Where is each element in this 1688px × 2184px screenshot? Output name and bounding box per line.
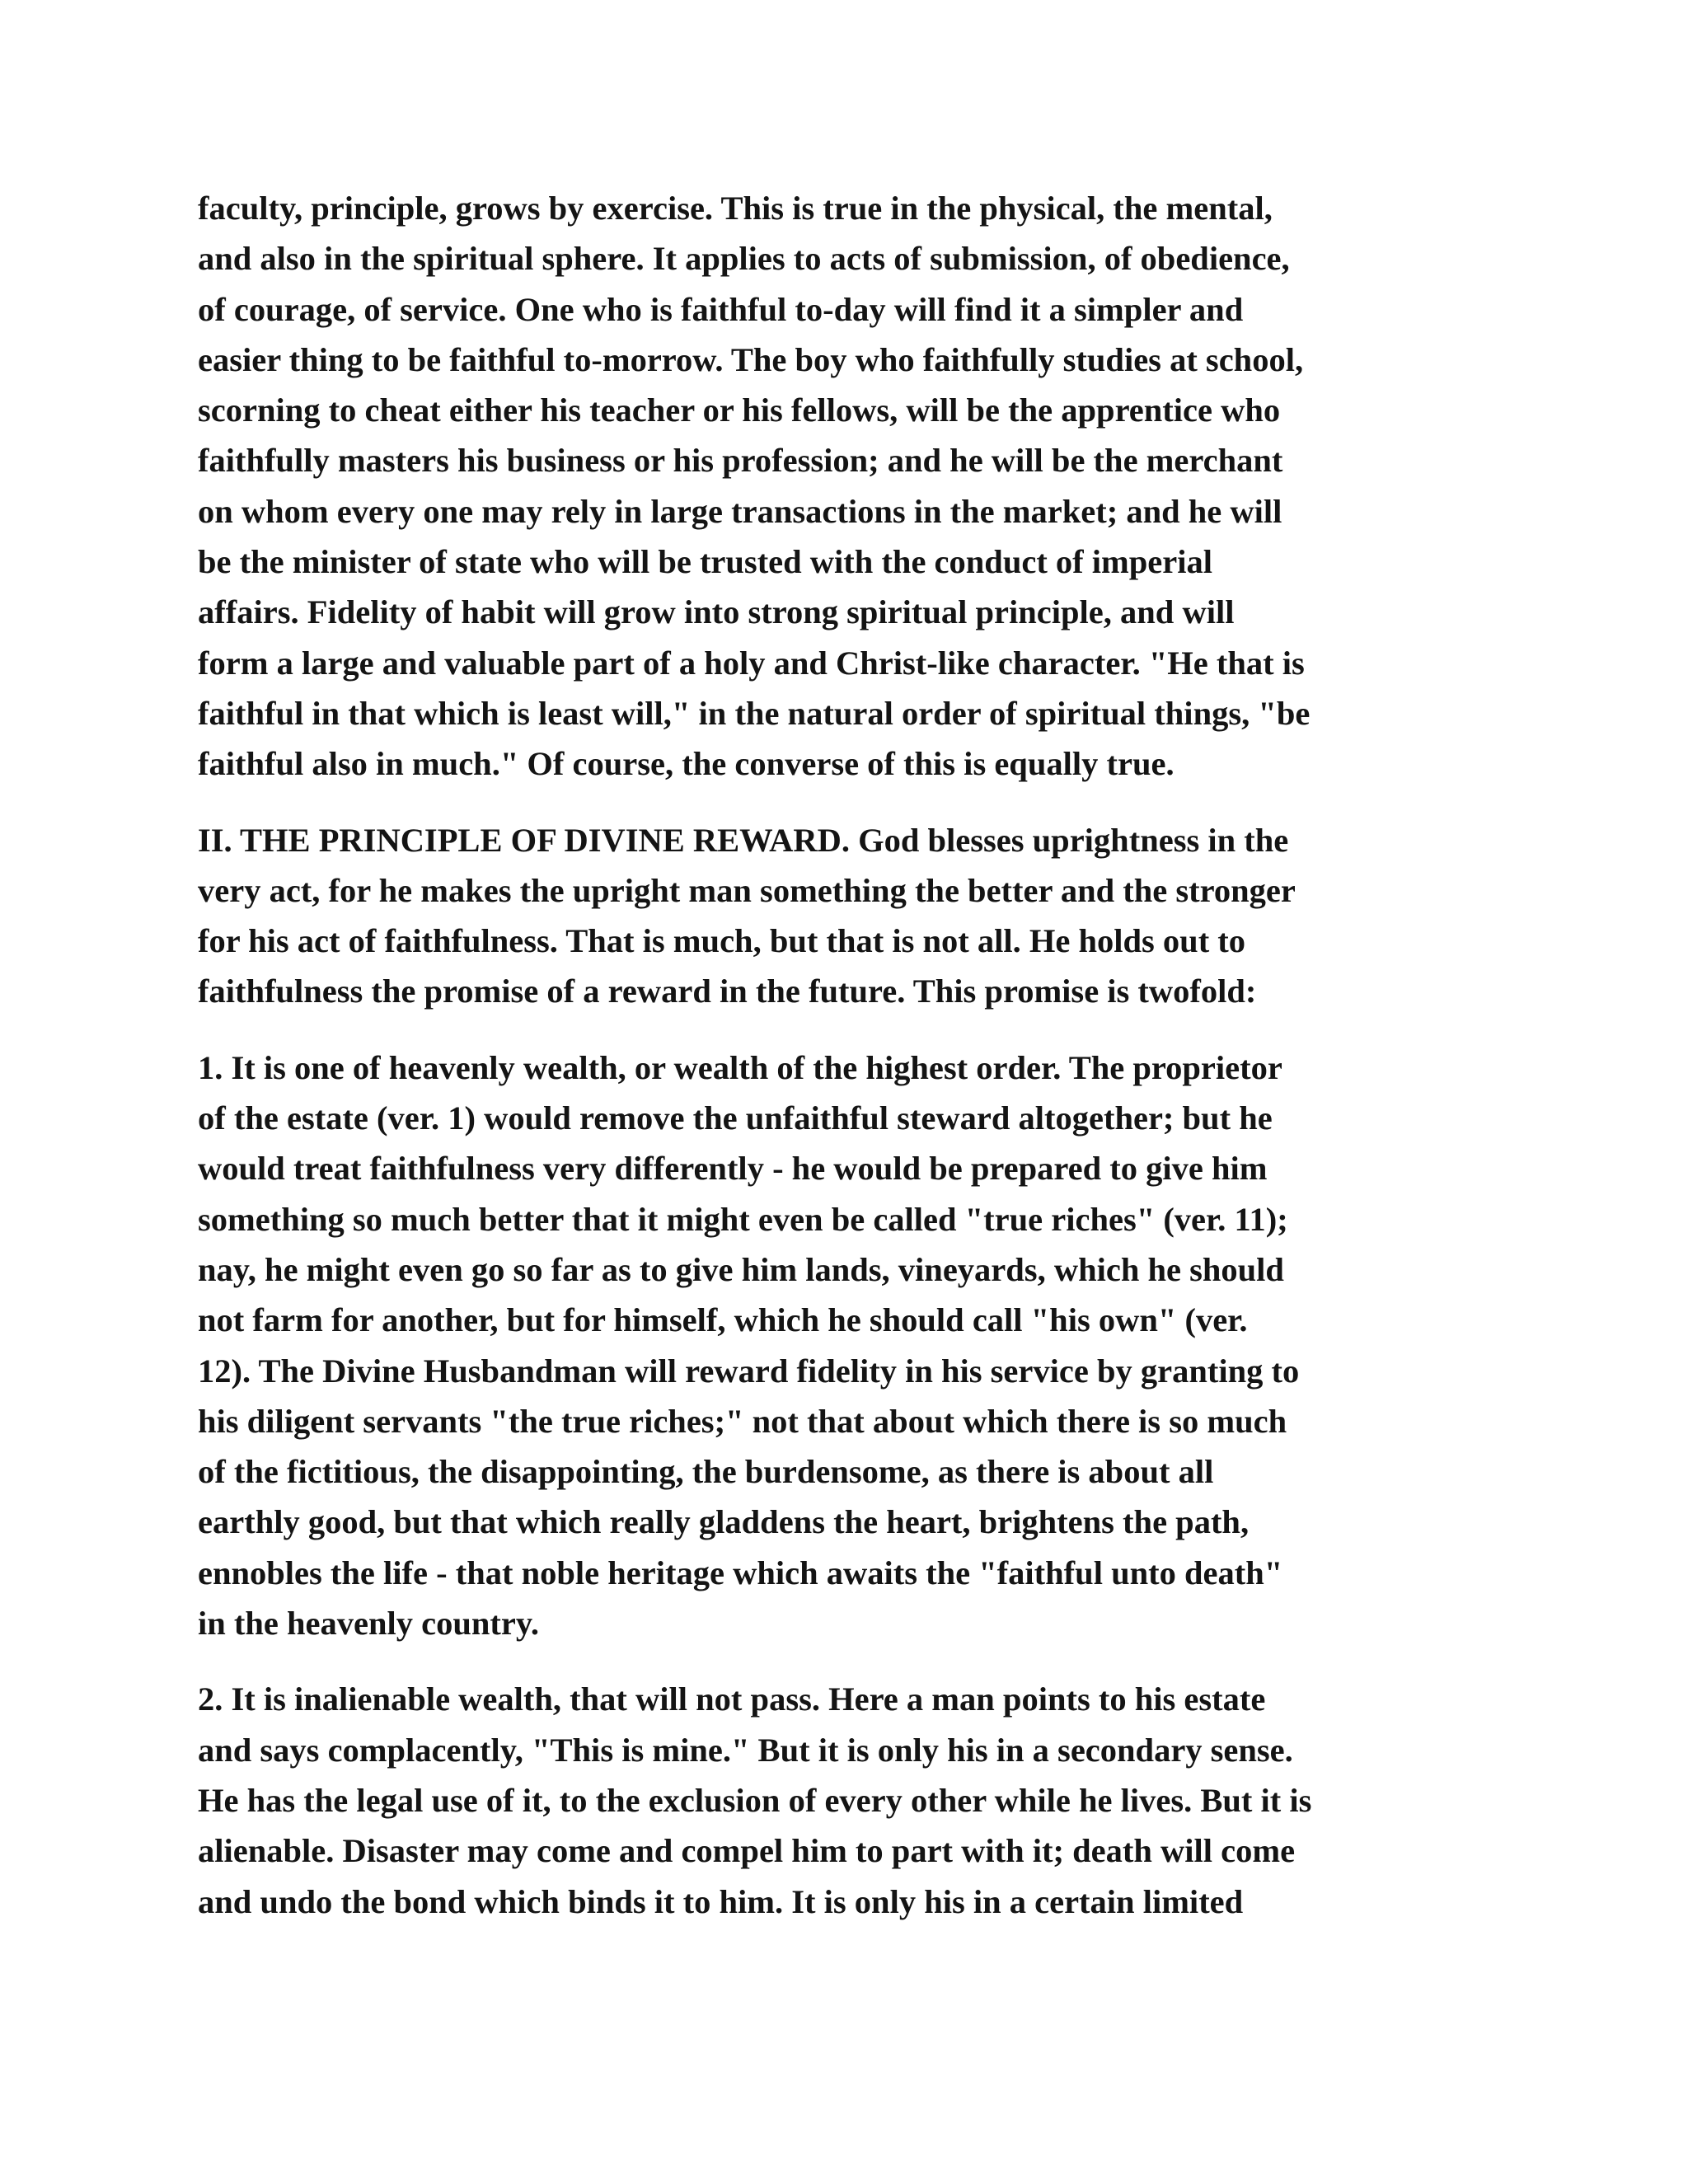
text-line: his diligent servants "the true riches;" not that about which there is so much (198, 1402, 1287, 1440)
text-line: easier thing to be faithful to-morrow. The boy who faithfully studies at school, (198, 340, 1304, 378)
text-line: faculty, principle, grows by exercise. This is true in the physical, the mental, (198, 190, 1273, 227)
paragraph (198, 183, 1484, 790)
text-line: faithful in that which is least will," in the natural order of spiritual things, "be (198, 694, 1311, 732)
text-line: something so much better that it might even be called "true riches" (ver. 11); (198, 1200, 1288, 1238)
text-line: II. THE PRINCIPLE OF DIVINE REWARD. God blesses uprightness in the (198, 821, 1289, 859)
text-line: 2. It is inalienable wealth, that will not pass. Here a man points to his estate (198, 1680, 1266, 1718)
text-line: and also in the spiritual sphere. It applies to acts of submission, of obedience, (198, 240, 1290, 278)
text-line: of courage, of service. One who is faithful to-day will find it a simpler and (198, 290, 1244, 328)
paragraph (198, 1674, 1484, 1926)
text-line: He has the legal use of it, to the exclusion of every other while he lives. But it is (198, 1781, 1312, 1819)
text-line: 12). The Divine Husbandman will reward fidelity in his service by granting to (198, 1352, 1300, 1390)
text-line: 1. It is one of heavenly wealth, or wealth of the highest order. The proprietor (198, 1048, 1282, 1086)
text-line: alienable. Disaster may come and compel him to part with it; death will come (198, 1832, 1296, 1870)
text-line: nay, he might even go so far as to give him lands, vineyards, which he should (198, 1250, 1284, 1288)
text-line: scorning to cheat either his teacher or his fellows, will be the apprentice who (198, 391, 1281, 429)
text-line: not farm for another, but for himself, which he should call "his own" (ver. (198, 1301, 1248, 1339)
text-line: form a large and valuable part of a holy and Christ-like character. "He that is (198, 644, 1305, 682)
text-line: very act, for he makes the upright man something the better and the stronger (198, 871, 1296, 909)
text-line: and undo the bond which binds it to him. It is only his in a certain limited (198, 1882, 1244, 1920)
text-line: on whom every one may rely in large transactions in the market; and he will (198, 492, 1282, 530)
document-body (198, 183, 1484, 1927)
paragraph-gap (198, 790, 1484, 815)
text-line: and says complacently, "This is mine." But it is only his in a secondary sense. (198, 1731, 1293, 1769)
text-line: of the estate (ver. 1) would remove the unfaithful steward altogether; but he (198, 1099, 1273, 1137)
text-line: earthly good, but that which really gladdens the heart, brightens the path, (198, 1503, 1250, 1541)
text-line: in the heavenly country. (198, 1605, 540, 1643)
text-line: ennobles the life - that noble heritage which awaits the "faithful unto death" (198, 1554, 1283, 1591)
text-line: for his act of faithfulness. That is much, but that is not all. He holds out to (198, 922, 1246, 960)
text-line: faithfully masters his business or his profession; and he will be the merchant (198, 442, 1283, 480)
paragraph-gap (198, 1648, 1484, 1674)
paragraph (198, 1043, 1484, 1649)
paragraph-gap (198, 1017, 1484, 1043)
text-line: affairs. Fidelity of habit will grow into strong spiritual principle, and will (198, 593, 1235, 631)
text-line: would treat faithfulness very differently - he would be prepared to give him (198, 1150, 1268, 1188)
text-line: faithful also in much." Of course, the converse of this is equally true. (198, 745, 1175, 783)
text-line: faithfulness the promise of a reward in the future. This promise is twofold: (198, 972, 1257, 1010)
paragraph (198, 815, 1484, 1017)
text-line: be the minister of state who will be trusted with the conduct of imperial (198, 543, 1213, 581)
text-line: of the fictitious, the disappointing, the burdensome, as there is about all (198, 1453, 1214, 1491)
